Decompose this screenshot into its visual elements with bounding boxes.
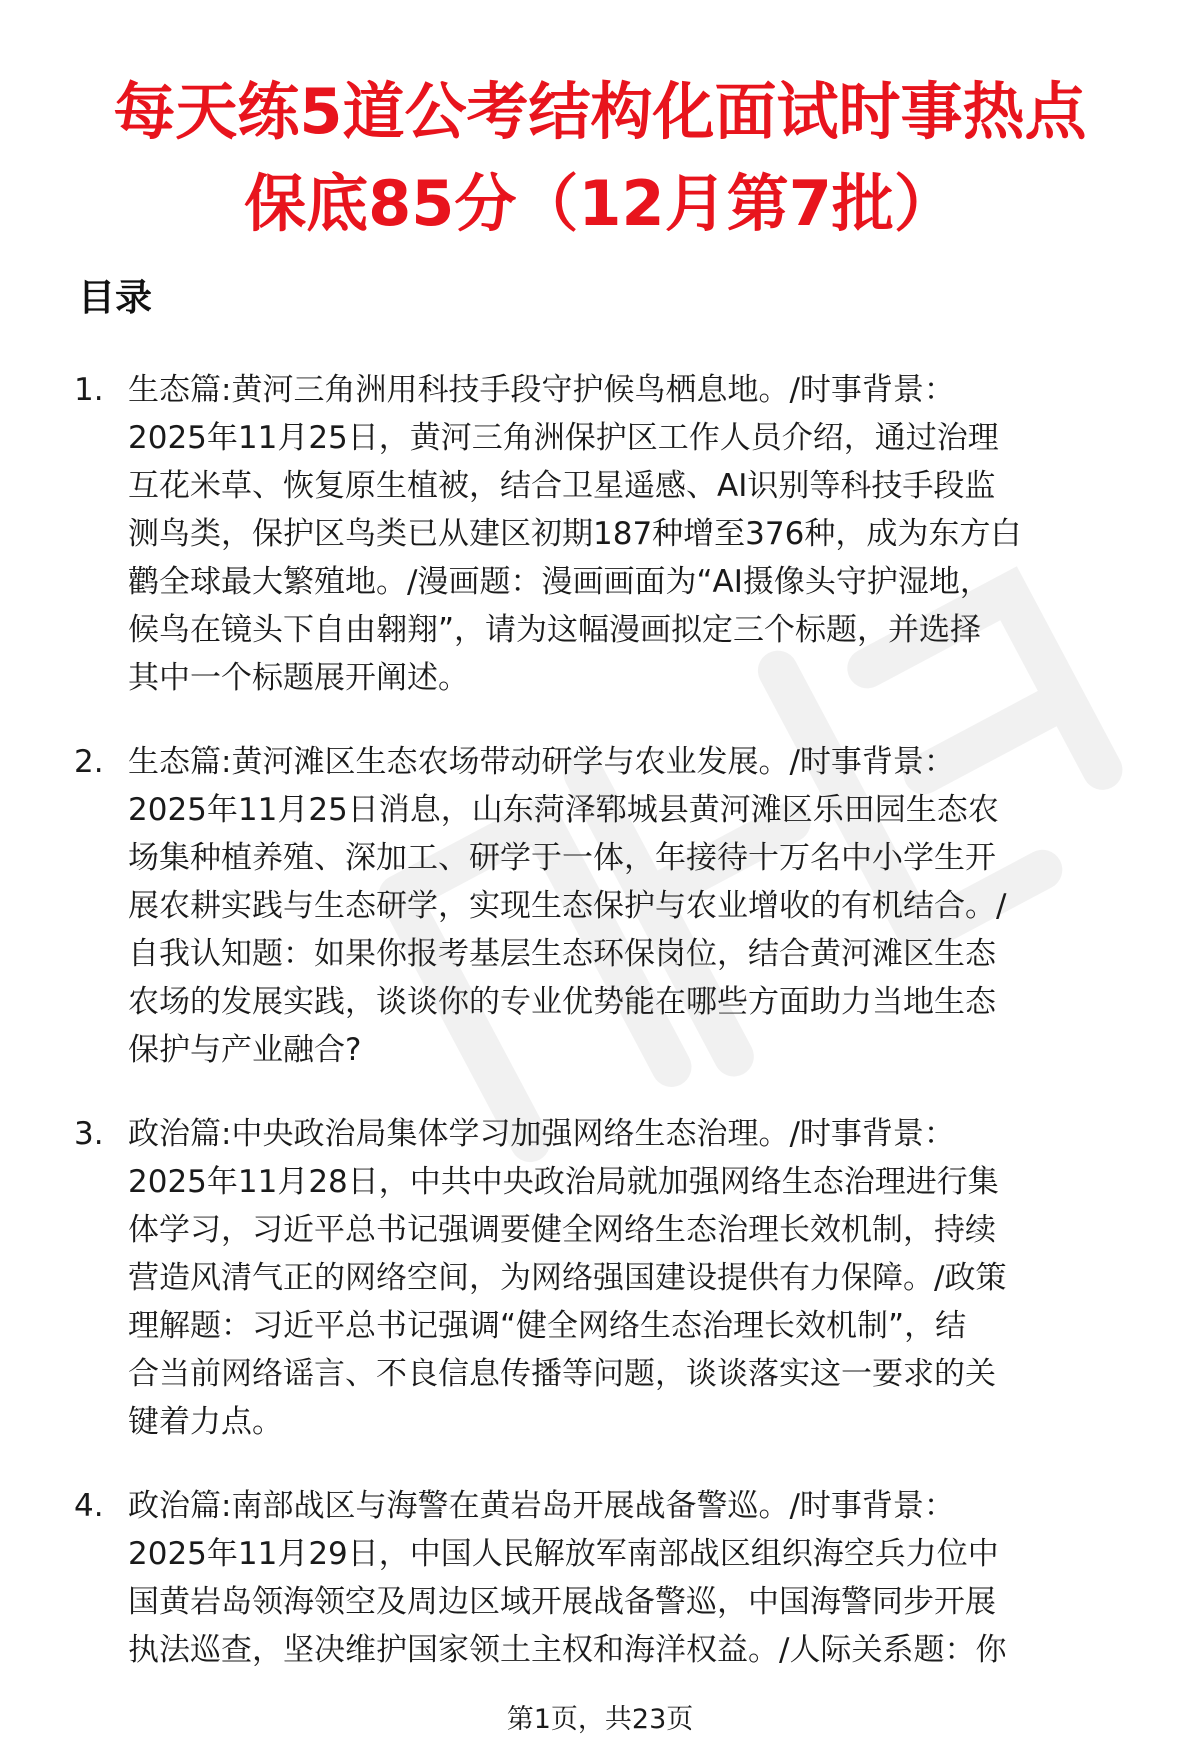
text-line: 生态篇:黄河三角洲用科技手段守护候鸟栖息地。/时事背景：	[128, 372, 955, 408]
text-line: 2025年11月25日，黄河三角洲保护区工作人员介绍，通过治理	[128, 420, 999, 456]
text-line: 合当前网络谣言、不良信息传播等问题，谈谈落实这一要求的关	[128, 1356, 996, 1392]
text-line: 2025年11月25日消息，山东菏泽郓城县黄河滩区乐田园生态农	[128, 792, 999, 828]
list-item-number: 2.	[74, 744, 104, 780]
text-line: 保护与产业融合?	[128, 1032, 362, 1068]
text-line: 政治篇:南部战区与海警在黄岩岛开展战备警巡。/时事背景：	[128, 1488, 955, 1524]
text-line: 2025年11月29日，中国人民解放军南部战区组织海空兵力位中	[128, 1536, 999, 1572]
text-line: 互花米草、恢复原生植被，结合卫星遥感、AI识别等科技手段监	[128, 468, 996, 504]
text-line: 候鸟在镜头下自由翱翔”，请为这幅漫画拟定三个标题，并选择	[128, 612, 982, 648]
list-item	[0, 1482, 1200, 1674]
title-line-2: 保底85分（12月第7批）	[244, 167, 956, 240]
text-line: 自我认知题：如果你报考基层生态环保岗位，结合黄河滩区生态	[128, 936, 996, 972]
list-item-number: 3.	[74, 1116, 104, 1152]
text-line: 键着力点。	[128, 1404, 283, 1440]
page-footer: 第1页，共23页	[506, 1704, 694, 1735]
text-line: 国黄岩岛领海领空及周边区域开展战备警巡，中国海警同步开展	[128, 1584, 996, 1620]
list-item-text	[128, 1110, 1153, 1446]
text-line: 测鸟类，保护区鸟类已从建区初期187种增至376种，成为东方白	[128, 516, 1022, 552]
text-line: 执法巡查，坚决维护国家领土主权和海洋权益。/人际关系题：你	[128, 1632, 1007, 1668]
text-line: 2025年11月28日，中共中央政治局就加强网络生态治理进行集	[128, 1164, 999, 1200]
document-title	[0, 66, 1200, 250]
text-line: 展农耕实践与生态研学，实现生态保护与农业增收的有机结合。/	[128, 888, 1007, 924]
list-item	[0, 1110, 1200, 1446]
text-line: 营造风清气正的网络空间，为网络强国建设提供有力保障。/政策	[128, 1260, 1007, 1296]
list-item-text	[128, 1482, 1153, 1674]
title-line-1: 每天练5道公考结构化面试时事热点	[113, 75, 1087, 148]
toc-heading: 目录	[78, 276, 152, 319]
text-line: 其中一个标题展开阐述。	[128, 660, 469, 696]
list-item-text	[128, 366, 1153, 702]
text-line: 理解题：习近平总书记强调“健全网络生态治理长效机制”，结	[128, 1308, 967, 1344]
text-line: 农场的发展实践，谈谈你的专业优势能在哪些方面助力当地生态	[128, 984, 996, 1020]
list-item	[0, 738, 1200, 1074]
list-item	[0, 366, 1200, 702]
text-line: 鹳全球最大繁殖地。/漫画题：漫画画面为“AI摄像头守护湿地，	[128, 564, 991, 600]
list-item-number: 4.	[74, 1488, 104, 1524]
topic-list	[0, 366, 1200, 1710]
list-item-text	[128, 738, 1153, 1074]
text-line: 场集种植养殖、深加工、研学于一体，年接待十万名中小学生开	[128, 840, 996, 876]
text-line: 体学习，习近平总书记强调要健全网络生态治理长效机制，持续	[128, 1212, 996, 1248]
list-item-number: 1.	[74, 372, 104, 408]
text-line: 生态篇:黄河滩区生态农场带动研学与农业发展。/时事背景：	[128, 744, 955, 780]
text-line: 政治篇:中央政治局集体学习加强网络生态治理。/时事背景：	[128, 1116, 955, 1152]
